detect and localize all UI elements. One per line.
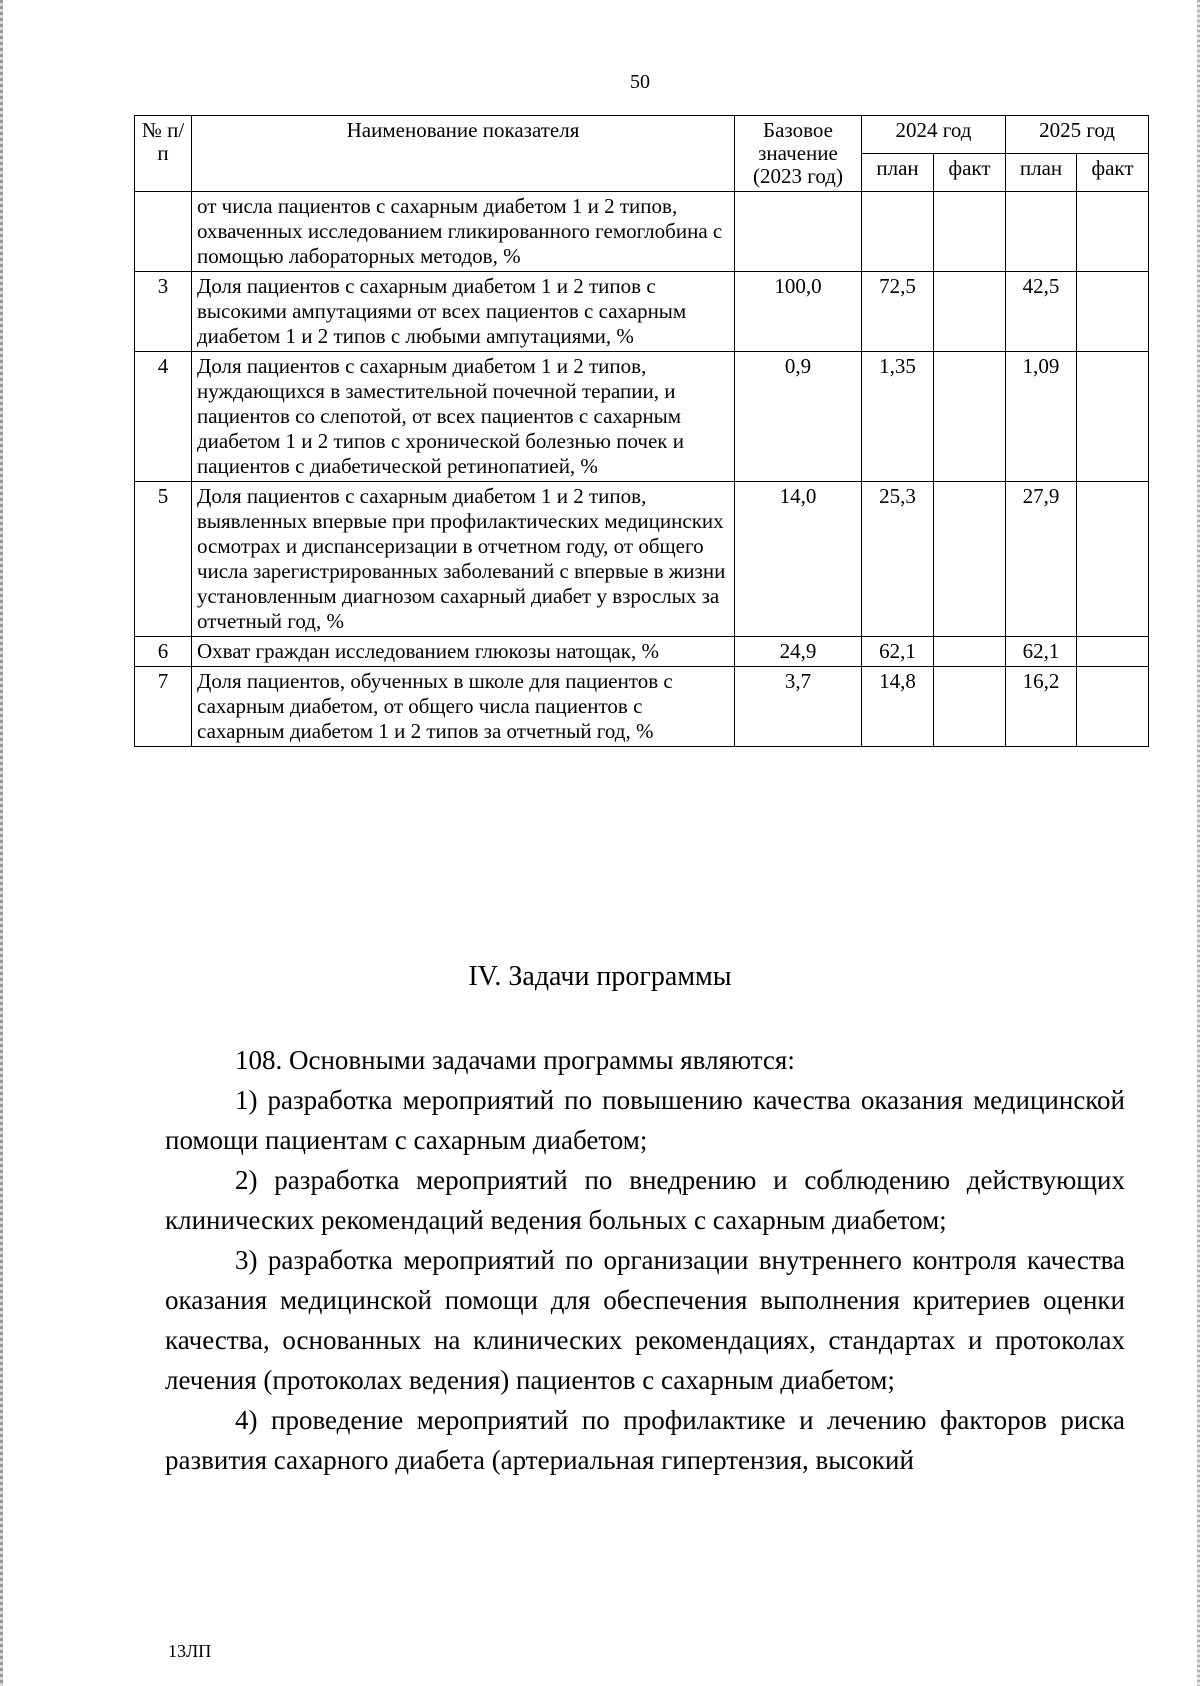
header-name: Наименование показателя	[192, 116, 735, 192]
cell-num: 6	[135, 637, 192, 667]
cell-num: 4	[135, 352, 192, 482]
cell-plan-2024: 62,1	[862, 637, 934, 667]
table-row	[135, 192, 1149, 272]
table-row	[135, 272, 1149, 352]
indicators-table	[134, 115, 1149, 747]
cell-plan-2025: 42,5	[1006, 272, 1077, 352]
cell-base: 100,0	[735, 272, 862, 352]
header-base: Базовое значение (2023 год)	[735, 116, 862, 192]
cell-num: 5	[135, 482, 192, 637]
header-fact-2025: факт	[1077, 154, 1149, 192]
paragraph: 108. Основными задачами программы являются:	[235, 1045, 795, 1075]
table-row	[135, 637, 1149, 667]
cell-plan-2024: 72,5	[862, 272, 934, 352]
cell-fact-2025	[1077, 272, 1149, 352]
header-year-2025: 2025 год	[1006, 116, 1149, 154]
paragraph: 1) разработка мероприятий по повышению качества оказания медицинской помощи пациентам с сахарным диабетом;	[165, 1085, 1125, 1155]
cell-name: от числа пациентов с сахарным диабетом 1 и 2 типов, охваченных исследованием гликированного гемоглобина с помощью лабораторных методов, %	[192, 192, 735, 272]
cell-num	[135, 192, 192, 272]
cell-fact-2025	[1077, 192, 1149, 272]
cell-name: Охват граждан исследованием глюкозы натощак, %	[192, 637, 735, 667]
cell-base: 0,9	[735, 352, 862, 482]
cell-base	[735, 192, 862, 272]
cell-fact-2025	[1077, 667, 1149, 747]
cell-fact-2024	[934, 352, 1006, 482]
cell-fact-2025	[1077, 637, 1149, 667]
page-number: 50	[630, 71, 650, 93]
table-header-row	[135, 116, 1149, 154]
cell-name: Доля пациентов с сахарным диабетом 1 и 2 типов, выявленных впервые при профилактических медицинских осмотрах и диспансеризации в отчетном году, от общего числа зарегистрированных заболеваний с впервые в жизни установленным диагнозом сахарный диабет у взрослых за отчетный год, %	[192, 482, 735, 637]
table-row	[135, 482, 1149, 637]
scan-edge-left	[0, 0, 3, 1686]
cell-base: 3,7	[735, 667, 862, 747]
cell-plan-2024: 14,8	[862, 667, 934, 747]
paragraph: 3) разработка мероприятий по организации внутреннего контроля качества оказания медицинской помощи для обеспечения выполнения критериев оценки качества, основанных на клинических рекомендациях, стандартах и протоколах лечения (протоколах ведения) пациентов с сахарным диабетом;	[165, 1245, 1125, 1395]
cell-name: Доля пациентов с сахарным диабетом 1 и 2 типов, нуждающихся в заместительной почечной терапии, и пациентов со слепотой, от всех пациентов с сахарным диабетом 1 и 2 типов с хронической болезнью почек и пациентов с диабетической ретинопатией, %	[192, 352, 735, 482]
cell-name: Доля пациентов с сахарным диабетом 1 и 2 типов с высокими ампутациями от всех пациентов с сахарным диабетом 1 и 2 типов с любыми ампутациями, %	[192, 272, 735, 352]
cell-plan-2024: 25,3	[862, 482, 934, 637]
cell-plan-2024: 1,35	[862, 352, 934, 482]
paragraph: 4) проведение мероприятий по профилактике и лечению факторов риска развития сахарного диабета (артериальная гипертензия, высокий	[165, 1405, 1125, 1475]
table-row	[135, 667, 1149, 747]
header-plan-2024: план	[862, 154, 934, 192]
cell-plan-2025: 16,2	[1006, 667, 1077, 747]
cell-fact-2024	[934, 667, 1006, 747]
cell-fact-2024	[934, 637, 1006, 667]
cell-plan-2025: 1,09	[1006, 352, 1077, 482]
cell-name: Доля пациентов, обученных в школе для пациентов с сахарным диабетом, от общего числа пациентов с сахарным диабетом 1 и 2 типов за отчетный год, %	[192, 667, 735, 747]
footer-code: 13ЛП	[168, 1641, 212, 1661]
header-plan-2025: план	[1006, 154, 1077, 192]
cell-fact-2024	[934, 272, 1006, 352]
cell-fact-2024	[934, 192, 1006, 272]
cell-fact-2024	[934, 482, 1006, 637]
cell-plan-2025: 27,9	[1006, 482, 1077, 637]
cell-plan-2025	[1006, 192, 1077, 272]
cell-base: 14,0	[735, 482, 862, 637]
section-heading: IV. Задачи программы	[468, 961, 732, 992]
cell-plan-2024	[862, 192, 934, 272]
cell-fact-2025	[1077, 482, 1149, 637]
table-row	[135, 352, 1149, 482]
cell-num: 3	[135, 272, 192, 352]
cell-plan-2025: 62,1	[1006, 637, 1077, 667]
cell-base: 24,9	[735, 637, 862, 667]
header-year-2024: 2024 год	[862, 116, 1006, 154]
paragraph: 2) разработка мероприятий по внедрению и соблюдению действующих клинических рекомендаций ведения больных с сахарным диабетом;	[165, 1165, 1125, 1235]
cell-num: 7	[135, 667, 192, 747]
header-num: № п/п	[135, 116, 192, 192]
body-text	[165, 1040, 1125, 1480]
header-fact-2024: факт	[934, 154, 1006, 192]
cell-fact-2025	[1077, 352, 1149, 482]
